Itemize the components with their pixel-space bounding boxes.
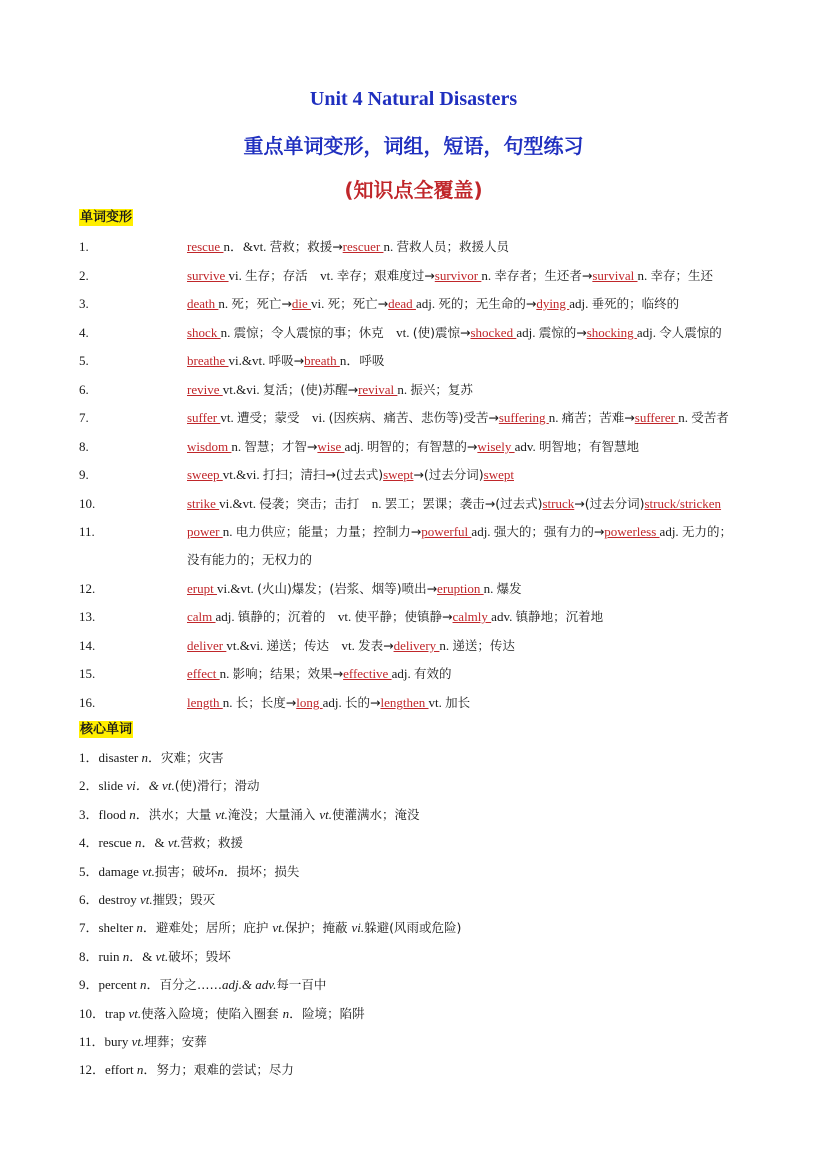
- section-heading-core-words: 核心单词: [80, 722, 133, 737]
- part-of-speech: adv.: [514, 439, 540, 454]
- chinese-meaning: 震惊；令人震惊的事；休克: [233, 325, 397, 340]
- word-text: 6．destroy: [79, 892, 141, 907]
- chinese-meaning: 死；死亡→: [231, 296, 292, 311]
- word-form-row: [79, 324, 722, 342]
- answer-word: survivor: [434, 268, 482, 283]
- answer-word: deliver: [187, 638, 227, 653]
- chinese-meaning: 损害；破坏: [154, 864, 218, 879]
- answer-word: dying: [536, 296, 570, 311]
- row-number: 2.: [79, 268, 89, 283]
- part-of-speech: n.: [548, 410, 562, 425]
- answer-word: suffering: [498, 410, 549, 425]
- row-content: [187, 608, 603, 626]
- part-of-speech: n: [129, 807, 136, 822]
- chinese-meaning: 电力供应；能量；力量；控制力→: [235, 524, 422, 539]
- part-of-speech: n.: [218, 296, 232, 311]
- chinese-meaning: 影响；结果；效果→: [232, 666, 344, 681]
- core-word-row: [79, 863, 299, 881]
- row-number: 3.: [79, 296, 89, 311]
- chinese-meaning: 振兴；复苏: [410, 382, 473, 397]
- chinese-meaning: 复活；(使)苏醒→: [262, 382, 359, 397]
- core-word-row: [79, 1005, 365, 1023]
- chinese-meaning: 镇静地；沉着地: [515, 609, 604, 624]
- row-content: [187, 238, 509, 256]
- word-text: ．: [142, 920, 156, 935]
- part-of-speech: n.: [231, 439, 245, 454]
- part-of-speech: n: [136, 920, 143, 935]
- chinese-meaning: 洪水；大量: [148, 807, 216, 822]
- part-of-speech: n: [122, 949, 130, 964]
- word-text: 10．trap: [79, 1006, 129, 1021]
- word-text: ．: [223, 864, 237, 879]
- row-content: [187, 580, 522, 598]
- row-number: 13.: [79, 609, 96, 624]
- row-number: 8.: [79, 439, 89, 454]
- chinese-meaning: 营救；救援→: [269, 239, 343, 254]
- word-text: ．&: [129, 949, 156, 964]
- part-of-speech: n.: [439, 638, 453, 653]
- part-of-speech: adj.: [391, 666, 414, 681]
- chinese-meaning: 使平静；使镇静→: [354, 609, 453, 624]
- page-title: Unit 4 Natural Disasters: [309, 88, 518, 110]
- part-of-speech: n.: [371, 496, 385, 511]
- chinese-meaning: 营救；救援: [180, 835, 243, 850]
- part-of-speech: n．: [339, 353, 360, 368]
- chinese-meaning: 令人震惊的: [659, 325, 722, 340]
- chinese-meaning: 百分之……: [159, 977, 223, 992]
- chinese-meaning: →(过去分词): [413, 467, 484, 482]
- word-form-row: [79, 637, 515, 655]
- chinese-meaning: 使灌满水；淹没: [331, 807, 420, 822]
- part-of-speech: vt.&vi.: [222, 382, 263, 397]
- word-text: 3．flood: [79, 807, 130, 822]
- chinese-meaning: 营救人员；救援人员: [396, 239, 509, 254]
- part-of-speech: adj.: [659, 524, 682, 539]
- word-form-row: [79, 523, 732, 541]
- row-content: [187, 665, 451, 683]
- part-of-speech: adj.& adv.: [222, 977, 277, 992]
- answer-word: swept: [383, 467, 414, 482]
- part-of-speech: n: [282, 1006, 290, 1021]
- row-content: [187, 466, 514, 484]
- part-of-speech: vi．& vt.: [126, 778, 175, 793]
- part-of-speech: vt.: [142, 864, 155, 879]
- chinese-meaning: 受苦者: [691, 410, 729, 425]
- part-of-speech: vi.: [311, 296, 328, 311]
- word-form-row: [79, 352, 385, 370]
- part-of-speech: vt.: [272, 920, 286, 935]
- chinese-meaning: 有效的: [413, 666, 452, 681]
- chinese-meaning: 打扫；清扫→(过去式): [262, 467, 384, 482]
- row-content: [187, 267, 713, 285]
- part-of-speech: n: [217, 864, 224, 879]
- part-of-speech: vi.&vt.: [228, 353, 269, 368]
- chinese-meaning: 死的；无生命的→: [438, 296, 537, 311]
- core-word-row: [79, 749, 224, 767]
- part-of-speech: n.: [383, 239, 397, 254]
- answer-word: rescue: [187, 239, 224, 254]
- answer-word: calmly: [452, 609, 492, 624]
- answer-word: dead: [388, 296, 416, 311]
- answer-word: sufferer: [634, 410, 679, 425]
- part-of-speech: adj.: [322, 695, 345, 710]
- chinese-meaning: (使)滑行；滑动: [174, 778, 260, 793]
- row-number: 4.: [79, 325, 89, 340]
- row-number: 16.: [79, 695, 96, 710]
- row-content: [187, 495, 721, 513]
- core-word-row: [79, 1061, 294, 1079]
- word-text: 7．shelter: [79, 920, 137, 935]
- answer-word: revive: [187, 382, 223, 397]
- answer-word: wisdom: [187, 439, 232, 454]
- answer-word: die: [291, 296, 312, 311]
- word-text: ．&: [141, 835, 168, 850]
- part-of-speech: adj.: [471, 524, 494, 539]
- answer-word: survival: [592, 268, 638, 283]
- core-word-row: [79, 777, 259, 795]
- chinese-meaning: 爆发: [496, 581, 522, 596]
- part-of-speech: vi.: [228, 268, 246, 283]
- part-of-speech: n.: [220, 325, 234, 340]
- answer-word: revival: [358, 382, 398, 397]
- chinese-meaning: 遭受；蒙受: [236, 410, 312, 425]
- part-of-speech: n.: [222, 524, 236, 539]
- part-of-speech: vt.: [131, 1034, 145, 1049]
- word-text: 9．percent: [79, 977, 141, 992]
- chinese-meaning: 避难处；居所；庇护: [155, 920, 273, 935]
- row-content: [187, 352, 384, 370]
- part-of-speech: n: [136, 1062, 144, 1077]
- word-text: 8．ruin: [79, 949, 123, 964]
- word-text: ．: [135, 807, 149, 822]
- chinese-meaning: 保护；掩蔽: [285, 920, 352, 935]
- word-text: 1．disaster: [79, 750, 142, 765]
- answer-word: power: [187, 524, 223, 539]
- answer-word: struck: [542, 496, 575, 511]
- chinese-meaning: 努力；艰难的尝试；尽力: [156, 1062, 294, 1077]
- chinese-meaning: 递送；传达: [452, 638, 515, 653]
- answer-word: length: [187, 695, 223, 710]
- row-number: 6.: [79, 382, 89, 397]
- answer-word: effect: [187, 666, 220, 681]
- row-number: 14.: [79, 638, 96, 653]
- answer-word: wisely: [477, 439, 515, 454]
- part-of-speech: vt.: [167, 835, 181, 850]
- chinese-meaning: 险境；陷阱: [302, 1006, 365, 1021]
- part-of-speech: vt.: [155, 949, 169, 964]
- answer-word: shock: [187, 325, 221, 340]
- part-of-speech: adj.: [415, 296, 439, 311]
- part-of-speech: vt.: [396, 325, 413, 340]
- part-of-speech: n.: [397, 382, 411, 397]
- answer-word: sweep: [187, 467, 223, 482]
- chinese-meaning: 破坏；毁坏: [168, 949, 231, 964]
- chinese-meaning: 生存；存活: [245, 268, 321, 283]
- chinese-meaning: 每一百中: [276, 977, 327, 992]
- word-form-row: [79, 665, 452, 683]
- answer-word: shocking: [586, 325, 637, 340]
- word-text: 11．bury: [79, 1034, 132, 1049]
- word-form-row: [79, 238, 509, 256]
- row-number: 5.: [79, 353, 89, 368]
- answer-word: strike: [187, 496, 220, 511]
- part-of-speech: n.: [219, 666, 233, 681]
- word-form-row: [79, 551, 313, 569]
- part-of-speech: adj.: [344, 439, 367, 454]
- row-number: 15.: [79, 666, 96, 681]
- chinese-meaning: 垂死的；临终的: [591, 296, 680, 311]
- answer-word: powerless: [604, 524, 660, 539]
- row-content: [187, 438, 639, 456]
- part-of-speech: n.: [678, 410, 692, 425]
- answer-word: lengthen: [380, 695, 429, 710]
- word-text: ．: [143, 1062, 157, 1077]
- answer-word: calm: [187, 609, 216, 624]
- chinese-meaning: 损坏；损失: [236, 864, 300, 879]
- answer-word: breath: [304, 353, 340, 368]
- word-text: 4．rescue: [79, 835, 135, 850]
- part-of-speech: vt.: [215, 807, 228, 822]
- part-of-speech: vt.: [220, 410, 237, 425]
- part-of-speech: vt.&vi.: [226, 638, 267, 653]
- part-of-speech: vt.: [341, 638, 359, 653]
- chinese-meaning: 埋葬；安葬: [144, 1034, 207, 1049]
- core-word-row: [79, 891, 215, 909]
- chinese-meaning: 灾难；灾害: [160, 750, 224, 765]
- page-subtitle: 重点单词变形，词组，短语，句型练习: [243, 134, 584, 158]
- answer-word: struck/stricken: [644, 496, 722, 511]
- page-subtitle-note: (知识点全覆盖): [344, 178, 483, 202]
- chinese-meaning: 震惊的→: [538, 325, 587, 340]
- row-number: 10.: [79, 496, 96, 511]
- part-of-speech: adj.: [516, 325, 539, 340]
- chinese-meaning: 淹没；大量涌入: [227, 807, 320, 822]
- part-of-speech: vi.&vt.: [219, 496, 260, 511]
- chinese-meaning: →(过去分词): [574, 496, 645, 511]
- word-form-row: [79, 267, 714, 285]
- answer-word: eruption: [437, 581, 484, 596]
- row-content: [187, 523, 732, 541]
- answer-word: breathe: [187, 353, 229, 368]
- chinese-meaning: 罢工；罢课；袭击→(过去式): [384, 496, 543, 511]
- chinese-meaning: 痛苦；苦难→: [561, 410, 635, 425]
- part-of-speech: n.: [481, 268, 495, 283]
- chinese-meaning: 呼吸→: [268, 353, 305, 368]
- row-content: [187, 551, 312, 569]
- chinese-meaning: 长的→: [345, 695, 381, 710]
- core-word-row: [79, 834, 243, 852]
- answer-word: powerful: [421, 524, 472, 539]
- word-form-row: [79, 295, 680, 313]
- word-form-row: [79, 466, 514, 484]
- word-form-row: [79, 438, 640, 456]
- row-number: 12.: [79, 581, 96, 596]
- chinese-meaning: 呼吸: [359, 353, 385, 368]
- part-of-speech: vt.: [140, 892, 153, 907]
- chinese-meaning: 强大的；强有力的→: [493, 524, 605, 539]
- word-text: 5．damage: [79, 864, 143, 879]
- chinese-meaning: 明智地；有智慧地: [539, 439, 640, 454]
- word-text: ．: [289, 1006, 303, 1021]
- row-number: 11.: [79, 524, 95, 539]
- chinese-meaning: 幸存者；生还者→: [494, 268, 593, 283]
- part-of-speech: adj.: [569, 296, 592, 311]
- word-form-row: [79, 580, 522, 598]
- chinese-meaning: 递送；传达: [266, 638, 342, 653]
- part-of-speech: vt.: [320, 268, 337, 283]
- part-of-speech: n.: [222, 695, 236, 710]
- chinese-meaning: 幸存；艰难度过→: [336, 268, 435, 283]
- word-form-row: [79, 409, 729, 427]
- chinese-meaning: (因疾病、痛苦、悲伤等)受苦→: [328, 410, 499, 425]
- core-word-row: [79, 919, 461, 937]
- chinese-meaning: 死；死亡→: [327, 296, 389, 311]
- core-word-row: [79, 1033, 207, 1051]
- part-of-speech: vt.: [319, 807, 332, 822]
- row-content: [187, 324, 722, 342]
- row-content: [187, 637, 515, 655]
- row-content: [187, 409, 729, 427]
- word-text: 2．slide: [79, 778, 127, 793]
- part-of-speech: adj.: [215, 609, 238, 624]
- core-word-row: [79, 806, 419, 824]
- row-content: [187, 694, 470, 712]
- part-of-speech: vt.: [128, 1006, 142, 1021]
- part-of-speech: n.: [483, 581, 497, 596]
- chinese-meaning: (火山)爆发；(岩浆、烟等)喷出→: [257, 581, 438, 596]
- row-number: 7.: [79, 410, 89, 425]
- answer-word: suffer: [187, 410, 221, 425]
- chinese-meaning: 幸存；生还: [650, 268, 714, 283]
- chinese-meaning: 使落入险境；使陷入圈套: [141, 1006, 283, 1021]
- chinese-meaning: 明智的；有智慧的→: [366, 439, 478, 454]
- part-of-speech: vt.&vi.: [222, 467, 263, 482]
- part-of-speech: vt.: [428, 695, 446, 710]
- answer-word: shocked: [470, 325, 517, 340]
- part-of-speech: vi.: [351, 920, 365, 935]
- answer-word: long: [296, 695, 323, 710]
- core-word-row: [79, 976, 326, 994]
- chinese-meaning: 智慧；才智→: [244, 439, 318, 454]
- part-of-speech: vt.: [337, 609, 355, 624]
- word-form-row: [79, 495, 722, 513]
- answer-word: erupt: [187, 581, 217, 596]
- chinese-meaning: 没有能力的；无权力的: [187, 552, 313, 567]
- chinese-meaning: 发表→: [358, 638, 394, 653]
- part-of-speech: n: [141, 750, 148, 765]
- part-of-speech: n: [140, 977, 147, 992]
- chinese-meaning: 摧毁；毁灭: [152, 892, 216, 907]
- core-word-row: [79, 948, 231, 966]
- chinese-meaning: 镇静的；沉着的: [237, 609, 338, 624]
- word-text: ．: [146, 977, 160, 992]
- answer-word: death: [187, 296, 219, 311]
- part-of-speech: n: [134, 835, 142, 850]
- word-text: 12．effort: [79, 1062, 137, 1077]
- answer-word: swept: [483, 467, 514, 482]
- answer-word: delivery: [393, 638, 440, 653]
- part-of-speech: adv.: [491, 609, 516, 624]
- word-form-row: [79, 608, 604, 626]
- row-number: 9.: [79, 467, 89, 482]
- chinese-meaning: (使)震惊→: [412, 325, 471, 340]
- part-of-speech: vi.&vt.: [216, 581, 258, 596]
- row-content: [187, 295, 679, 313]
- part-of-speech: adj.: [636, 325, 660, 340]
- section-heading-word-forms: 单词变形: [80, 210, 133, 225]
- answer-word: effective: [343, 666, 392, 681]
- chinese-meaning: 躲避(风雨或危险): [364, 920, 462, 935]
- row-content: [187, 381, 473, 399]
- answer-word: survive: [187, 268, 229, 283]
- chinese-meaning: 加长: [445, 695, 471, 710]
- word-text: ．: [147, 750, 161, 765]
- chinese-meaning: 无力的；: [681, 524, 732, 539]
- word-form-row: [79, 694, 471, 712]
- answer-word: rescuer: [342, 239, 384, 254]
- chinese-meaning: 侵袭；突击；击打: [259, 496, 372, 511]
- part-of-speech: vi.: [311, 410, 329, 425]
- part-of-speech: n.: [637, 268, 651, 283]
- word-form-row: [79, 381, 473, 399]
- part-of-speech: n．&vt.: [223, 239, 270, 254]
- chinese-meaning: 长；长度→: [235, 695, 297, 710]
- row-number: 1.: [79, 239, 89, 254]
- answer-word: wise: [317, 439, 345, 454]
